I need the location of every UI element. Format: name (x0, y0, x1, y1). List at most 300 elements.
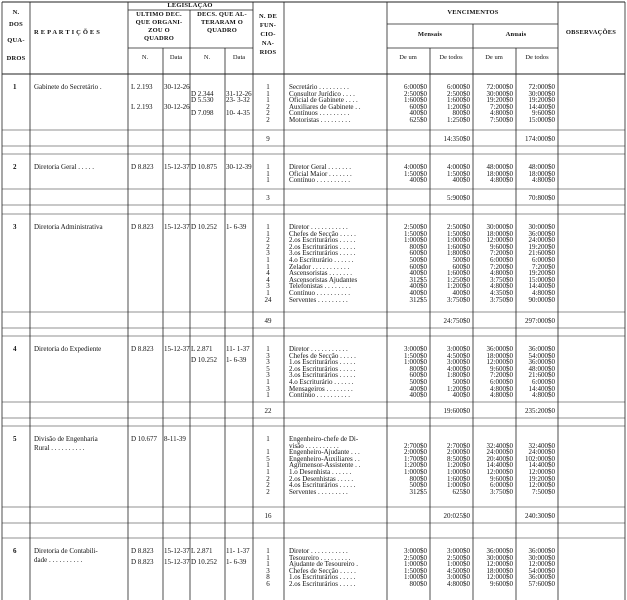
annual-each: 48:000$0 (486, 163, 513, 171)
annual-each: 7:200$0 (490, 102, 513, 111)
monthly-total: 3:750$0 (447, 295, 470, 304)
monthly-total: 1:600$0 (447, 474, 470, 483)
position-title: Ajudante de Tesoureiro . (289, 560, 358, 569)
header-reparticoes: R E P A R T I Ç Õ E S (34, 29, 101, 36)
monthly-each: 1:500$0 (404, 351, 427, 360)
header-sub-n: N. (141, 54, 149, 61)
amending-decree-number: L 2.871 (191, 547, 213, 555)
section-total-monthly: 24:750$0 (443, 317, 470, 325)
annual-total: 15:000$0 (528, 116, 555, 124)
monthly-each: 600$0 (409, 249, 427, 258)
monthly-total: 1:000$0 (447, 236, 470, 245)
monthly-total: 400$0 (452, 391, 470, 400)
monthly-each: 1:000$0 (404, 573, 427, 582)
annual-total: 6:000$0 (532, 378, 555, 386)
annual-each: 12:000$0 (486, 358, 513, 367)
annual-each: 30:000$0 (486, 223, 513, 231)
position-title: Chefes de Secção . . . . . (289, 229, 356, 238)
annual-total: 24:000$0 (528, 236, 555, 245)
monthly-total: 800$0 (452, 109, 470, 118)
annual-each: 18:000$0 (486, 566, 513, 575)
section-number: 1 (13, 83, 17, 91)
position-title: Engenheiro-Auxiliares . . (289, 454, 360, 463)
monthly-total: 1:600$0 (447, 242, 470, 251)
section-number: 5 (13, 435, 17, 443)
monthly-total: 1:600$0 (447, 269, 470, 278)
monthly-each: 3:000$0 (404, 345, 427, 353)
staff-count: 1 (266, 256, 270, 264)
header-n-funcionarios: RIOS (259, 49, 277, 56)
amending-decree-date: 10- 4-35 (226, 109, 250, 118)
monthly-each: 1:500$0 (404, 566, 427, 575)
annual-each: 3:750$0 (490, 487, 513, 496)
annual-total: 54:000$0 (528, 351, 555, 360)
position-title: Contínuos . . . . . . . . . (289, 109, 350, 118)
staff-count: 3 (266, 351, 270, 360)
legislation-number: D 8.823 (131, 163, 154, 171)
monthly-each: 400$0 (409, 176, 427, 185)
monthly-each: 500$0 (409, 378, 427, 386)
header-legislacao: LEGISLAÇÃO (167, 2, 213, 9)
section-total-annual: 70:800$0 (528, 194, 555, 202)
monthly-each: 1:700$0 (404, 454, 427, 463)
position-title: Diretor . . . . . . . . . . . (289, 547, 348, 555)
monthly-each: 400$0 (409, 109, 427, 118)
position-title: Telefonistas . . . . . . . . (289, 282, 351, 291)
monthly-each: 500$0 (409, 256, 427, 264)
annual-each: 30:000$0 (486, 89, 513, 98)
staff-count: 6 (266, 580, 270, 588)
staff-count: 2 (266, 242, 270, 251)
amending-decree-number: D 10.252 (191, 355, 218, 364)
position-title: Auxiliares de Gabinete . . (289, 102, 361, 111)
staff-count: 1 (266, 289, 270, 297)
staff-count: 1 (266, 262, 270, 271)
monthly-each: 1:000$0 (404, 358, 427, 367)
monthly-total: 2:700$0 (447, 441, 470, 450)
annual-total: 90:000$0 (528, 295, 555, 304)
monthly-each: 2:500$0 (404, 223, 427, 231)
position-title: Contínuo . . . . . . . . . . (289, 391, 351, 400)
annual-total: 14:400$0 (528, 102, 555, 111)
annual-total: 14:400$0 (528, 282, 555, 291)
staff-count: 1 (266, 96, 270, 105)
section-name: Diretoria Geral . . . . . (34, 163, 95, 171)
header-n-funcionarios: CIO- (260, 31, 276, 38)
monthly-total: 4:500$0 (447, 351, 470, 360)
position-title: 3.os Escriturários . . . . . (289, 371, 356, 380)
monthly-each: 400$0 (409, 289, 427, 297)
section-total-monthly: 19:600$0 (443, 407, 470, 415)
amending-decree-date: 1- 6-39 (226, 557, 247, 566)
section-number: 4 (13, 345, 17, 353)
amending-decree-date: 23- 3-32 (226, 96, 250, 105)
staff-count: 2 (266, 109, 270, 118)
staff-count: 24 (264, 295, 272, 304)
annual-total: 19:200$0 (528, 96, 555, 105)
annual-each: 7:200$0 (490, 262, 513, 271)
position-title: 2.os Escriturários . . . . . (289, 364, 356, 373)
staff-count: 2 (266, 116, 270, 124)
header-n-funcionarios: NA- (261, 40, 275, 47)
monthly-total: 1:000$0 (447, 468, 470, 476)
monthly-total: 4:000$0 (447, 364, 470, 373)
section-total-annual: 235:200$0 (525, 407, 555, 415)
monthly-total: 1:250$0 (447, 116, 470, 124)
header-vencimentos: VENCIMENTOS (447, 9, 499, 16)
annual-total: 57:600$0 (528, 580, 555, 588)
annual-each: 6:000$0 (490, 481, 513, 490)
annual-each: 4:800$0 (490, 109, 513, 118)
amending-decree-date: 1- 6-39 (226, 223, 247, 231)
staff-count: 3 (266, 282, 270, 291)
annual-total: 72:000$0 (528, 83, 555, 91)
monthly-total: 1:200$0 (447, 384, 470, 393)
annual-each: 4:800$0 (490, 269, 513, 278)
annual-total: 36:000$0 (528, 345, 555, 353)
header-n-funcionarios: N. DE (259, 13, 277, 20)
monthly-total: 8:500$0 (447, 454, 470, 463)
annual-total: 19:200$0 (528, 269, 555, 278)
amending-decree-date: 30-12-39 (226, 163, 252, 171)
annual-each: 36:000$0 (486, 345, 513, 353)
section-number: 3 (13, 223, 17, 231)
section-name: Diretoria Administrativa (34, 223, 103, 231)
staff-count: 2 (266, 481, 270, 490)
section-total-annual: 297:000$0 (525, 317, 555, 325)
monthly-total: 4:500$0 (447, 566, 470, 575)
legislation-number: D 10.677 (131, 435, 158, 443)
legislation-date: 15-12-37 (164, 557, 190, 566)
section-total-staff: 3 (266, 194, 270, 202)
position-title: Engenheiro-chefe de Di- (289, 435, 359, 443)
header-n-dos-quadros: DROS (6, 55, 26, 62)
position-title: 2.os Escriturários . . . . . (289, 580, 356, 588)
staff-count: 1 (266, 435, 270, 443)
annual-total: 21:600$0 (528, 249, 555, 258)
header-anuais: Anuais (505, 31, 527, 38)
monthly-each: 312$5 (409, 295, 427, 304)
header-sub-data: Data (232, 54, 246, 61)
section-total-staff: 16 (264, 512, 272, 520)
header-de-todos: De todos (525, 54, 549, 61)
staff-count: 4 (266, 269, 270, 278)
staff-count: 1 (266, 89, 270, 98)
position-title: 4.os Escriturários . . . . . (289, 481, 356, 490)
header-de-um: De um (399, 54, 417, 61)
staff-count: 3 (266, 371, 270, 380)
staff-count: 2 (266, 236, 270, 245)
position-title: Ascensoristas . . . . . . . (289, 269, 352, 278)
monthly-total: 400$0 (452, 176, 470, 185)
amending-decree-number: D 7.098 (191, 109, 214, 118)
position-title: 2.os Escriturários . . . . . (289, 236, 356, 245)
header-decs-que-alteraram: TERARAM O (200, 19, 244, 26)
staff-count: 1 (266, 391, 270, 400)
staff-count: 5 (266, 364, 270, 373)
header-ultimo-dec: ZOU O (148, 27, 170, 34)
header-sub-data: Data (169, 54, 183, 61)
position-title: 1.os Escriturários . . . . . (289, 358, 356, 367)
annual-each: 30:000$0 (486, 553, 513, 562)
amending-decree-number: D 10.252 (191, 557, 218, 566)
legislation-number: D 8.823 (131, 557, 154, 566)
monthly-each: 4:000$0 (404, 163, 427, 171)
annual-each: 7:200$0 (490, 249, 513, 258)
monthly-each: 1:600$0 (404, 96, 427, 105)
annual-total: 14:400$0 (528, 461, 555, 470)
annual-each: 20:400$0 (486, 454, 513, 463)
monthly-each: 400$0 (409, 269, 427, 278)
annual-total: 102:000$0 (525, 454, 555, 463)
annual-each: 7:500$0 (490, 116, 513, 124)
annual-each: 12:000$0 (486, 560, 513, 569)
section-name: dade . . . . . . . . . . (34, 556, 83, 564)
annual-total: 54:000$0 (528, 566, 555, 575)
monthly-total: 3:000$0 (447, 345, 470, 353)
annual-total: 32:400$0 (528, 441, 555, 450)
monthly-each: 500$0 (409, 481, 427, 490)
annual-total: 4:800$0 (532, 391, 555, 400)
annual-each: 9:600$0 (490, 364, 513, 373)
monthly-total: 400$0 (452, 289, 470, 297)
position-title: Oficial de Gabinete . . . . (289, 96, 358, 105)
monthly-each: 1:000$0 (404, 468, 427, 476)
header-decs-que-alteraram: DECS. QUE AL- (197, 11, 247, 18)
header-n-funcionarios: FUN- (259, 22, 277, 29)
monthly-total: 1:800$0 (447, 371, 470, 380)
monthly-total: 1:800$0 (447, 249, 470, 258)
monthly-each: 400$0 (409, 282, 427, 291)
monthly-each: 312$5 (409, 487, 427, 496)
position-title: Zelador . . . . . . . . . . . (289, 262, 350, 271)
section-number: 2 (13, 163, 17, 171)
staff-count: 1 (266, 378, 270, 386)
annual-each: 18:000$0 (486, 169, 513, 178)
annual-each: 3:750$0 (490, 275, 513, 284)
staff-count: 3 (266, 384, 270, 393)
monthly-total: 3:000$0 (447, 358, 470, 367)
annual-total: 4:800$0 (532, 176, 555, 185)
annual-each: 7:200$0 (490, 371, 513, 380)
annual-total: 36:000$0 (528, 358, 555, 367)
position-title: Tesoureiro . . . . . . . . . (289, 553, 351, 562)
section-total-annual: 174:000$0 (525, 135, 555, 143)
annual-each: 36:000$0 (486, 547, 513, 555)
monthly-total: 1:000$0 (447, 481, 470, 490)
monthly-total: 1:200$0 (447, 102, 470, 111)
staff-count: 5 (266, 454, 270, 463)
section-name: Rural . . . . . . . . . . (34, 444, 85, 452)
position-title: Contínuo . . . . . . . . . . (289, 176, 351, 185)
monthly-each: 2:500$0 (404, 89, 427, 98)
staff-count: 8 (266, 573, 270, 582)
monthly-total: 600$0 (452, 262, 470, 271)
annual-total: 15:000$0 (528, 275, 555, 284)
amending-decree-number: L 2.871 (191, 345, 213, 353)
monthly-total: 500$0 (452, 256, 470, 264)
annual-each: 4:800$0 (490, 384, 513, 393)
staff-count: 1 (266, 83, 270, 91)
legislation-date: 15-12-37 (164, 163, 190, 171)
monthly-each: 800$0 (409, 580, 427, 588)
monthly-total: 4:000$0 (447, 163, 470, 171)
position-title: Diretor . . . . . . . . . . . (289, 345, 348, 353)
annual-each: 6:000$0 (490, 256, 513, 264)
staff-count: 1 (266, 223, 270, 231)
monthly-each: 1:000$0 (404, 560, 427, 569)
staff-count: 1 (266, 547, 270, 555)
monthly-each: 800$0 (409, 364, 427, 373)
monthly-each: 2:000$0 (404, 448, 427, 457)
monthly-total: 2:500$0 (447, 223, 470, 231)
section-total-staff: 22 (264, 407, 272, 415)
annual-total: 4:800$0 (532, 289, 555, 297)
section-total-staff: 9 (266, 135, 270, 143)
staff-count: 3 (266, 249, 270, 258)
header-sub-n: N. (203, 54, 211, 61)
position-title: 4.o Escriturário . . . . . . (289, 378, 354, 386)
monthly-each: 3:000$0 (404, 547, 427, 555)
monthly-each: 600$0 (409, 102, 427, 111)
annual-each: 4:800$0 (490, 282, 513, 291)
monthly-total: 625$0 (452, 487, 470, 496)
staff-count: 1 (266, 468, 270, 476)
monthly-each: 2:500$0 (404, 553, 427, 562)
annual-total: 21:600$0 (528, 371, 555, 380)
section-total-monthly: 14:350$0 (443, 135, 470, 143)
position-title: Chefes de Secção . . . . . (289, 351, 356, 360)
monthly-each: 600$0 (409, 371, 427, 380)
annual-each: 72:000$0 (486, 83, 513, 91)
section-name: Gabinete do Secretário . (34, 83, 102, 91)
amending-decree-number: D 5.530 (191, 96, 214, 105)
amending-decree-date: 31-12-26 (226, 89, 252, 98)
annual-total: 9:600$0 (532, 109, 555, 118)
header-de-todos: De todos (439, 54, 463, 61)
annual-each: 3:750$0 (490, 295, 513, 304)
annual-total: 12:000$0 (528, 468, 555, 476)
header-mensais: Mensais (417, 31, 443, 38)
monthly-total: 6:000$0 (447, 83, 470, 91)
monthly-each: 1:500$0 (404, 229, 427, 238)
annual-each: 4:800$0 (490, 391, 513, 400)
staff-count: 1 (266, 169, 270, 178)
annual-each: 9:600$0 (490, 580, 513, 588)
header-ultimo-dec: QUADRO (143, 35, 175, 42)
legislation-date: 15-12-37 (164, 223, 190, 231)
position-title: Secretário . . . . . . . . . (289, 83, 349, 91)
position-title: Contínuo . . . . . . . . . . (289, 289, 351, 297)
annual-each: 4:350$0 (490, 289, 513, 297)
section-number: 6 (13, 547, 17, 555)
annual-total: 18:000$0 (528, 169, 555, 178)
annual-each: 14:400$0 (486, 461, 513, 470)
legislation-date: 30-12-26 (164, 102, 190, 111)
legislation-date: 15-12-37 (164, 547, 190, 555)
header-ultimo-dec: ULTIMO DEC. (136, 11, 182, 18)
monthly-each: 1:000$0 (404, 236, 427, 245)
position-title: 2.os Desenhistas . . . . . (289, 474, 354, 483)
amending-decree-number: D 10.875 (191, 163, 218, 171)
position-title: Diretor Geral . . . . . . . (289, 163, 352, 171)
annual-total: 30:000$0 (528, 223, 555, 231)
monthly-each: 2:700$0 (404, 441, 427, 450)
staff-count: 1 (266, 448, 270, 457)
position-title: Agrimensor-Assistente . . (289, 461, 361, 470)
amending-decree-number: D 10.252 (191, 223, 218, 231)
staff-count: 3 (266, 358, 270, 367)
section-total-staff: 49 (264, 317, 272, 325)
annual-total: 24:000$0 (528, 448, 555, 457)
staff-count: 3 (266, 566, 270, 575)
position-title: 1.o Desenhista . . . . . . (289, 468, 352, 476)
annual-each: 18:000$0 (486, 351, 513, 360)
position-title: Mensageiros . . . . . . . . (289, 384, 353, 393)
monthly-each: 400$0 (409, 391, 427, 400)
annual-each: 12:000$0 (486, 468, 513, 476)
annual-each: 19:200$0 (486, 96, 513, 105)
position-title: 4.o Escriturário . . . . . . (289, 256, 354, 264)
annual-total: 48:000$0 (528, 163, 555, 171)
position-title: Chefes de Secção . . . . . (289, 566, 356, 575)
position-title: Consultor Jurídico . . . . (289, 89, 355, 98)
annual-total: 12:000$0 (528, 560, 555, 569)
annual-each: 9:600$0 (490, 242, 513, 251)
monthly-total: 2:500$0 (447, 553, 470, 562)
monthly-total: 1:500$0 (447, 229, 470, 238)
staff-count: 1 (266, 163, 270, 171)
monthly-total: 1:250$0 (447, 275, 470, 284)
legislation-number: D 8.823 (131, 547, 154, 555)
position-title: 3.os Escriturários . . . . . (289, 249, 356, 258)
monthly-each: 625$0 (409, 116, 427, 124)
annual-total: 36:000$0 (528, 229, 555, 238)
staff-count: 1 (266, 229, 270, 238)
annual-each: 24:000$0 (486, 448, 513, 457)
amending-decree-date: 11- 1-37 (226, 345, 250, 353)
section-total-annual: 240:300$0 (525, 512, 555, 520)
monthly-total: 3:000$0 (447, 573, 470, 582)
staff-count: 2 (266, 487, 270, 496)
monthly-each: 312$5 (409, 275, 427, 284)
monthly-each: 1:500$0 (404, 169, 427, 178)
amending-decree-date: 11- 1-37 (226, 547, 250, 555)
legislation-number: L 2.193 (131, 83, 153, 91)
position-title: Engenheiro-Ajudante . . . (289, 448, 360, 457)
annual-total: 7:200$0 (532, 262, 555, 271)
annual-each: 9:600$0 (490, 474, 513, 483)
legislation-number: D 8.823 (131, 345, 154, 353)
monthly-total: 2:000$0 (447, 448, 470, 457)
position-title: 1.os Escriturários . . . . . (289, 573, 356, 582)
legislation-number: L 2.193 (131, 102, 153, 111)
annual-total: 19:200$0 (528, 242, 555, 251)
monthly-each: 800$0 (409, 474, 427, 483)
position-title: Serventes . . . . . . . . . (289, 487, 348, 496)
legislation-date: 30-12-26 (164, 83, 190, 91)
annual-each: 4:800$0 (490, 176, 513, 185)
annual-each: 18:000$0 (486, 229, 513, 238)
monthly-total: 1:500$0 (447, 169, 470, 178)
header-observacoes: OBSERVAÇÕES (565, 29, 617, 36)
section-name: Divisão de Engenharia (34, 435, 98, 443)
position-title: Motoristas . . . . . . . . . (289, 116, 351, 124)
monthly-each: 6:000$0 (404, 83, 427, 91)
position-title: Ascensoristas Ajudantes (289, 275, 358, 284)
staff-count: 2 (266, 102, 270, 111)
annual-total: 14:400$0 (528, 384, 555, 393)
